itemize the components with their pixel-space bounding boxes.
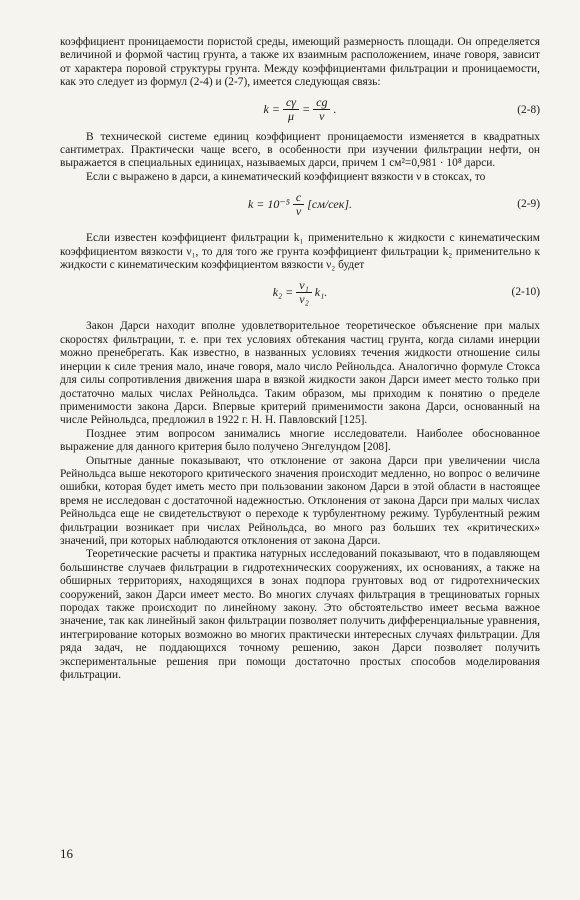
- page-number: 16: [60, 846, 73, 861]
- formula-fraction: [293, 191, 304, 218]
- formula-fraction: [283, 96, 299, 123]
- formula-lhs: k =: [263, 102, 280, 117]
- formula-equals: =: [302, 102, 311, 117]
- formula-2-9: [60, 189, 540, 219]
- paragraph-viscosity: Если известен коэффициент фильтрации k₁ применительно к жидкости с кинематическим коэффициентом вязкости ν₁, то для того же грунта коэффициент фильтрации k₂ применительно к жидкости с кинематическим коэффициентом вязкости ν₂ будет: [60, 232, 540, 272]
- formula-tail: k₁.: [314, 284, 328, 299]
- paragraph-engelund: Позднее этим вопросом занимались многие исследователи. Наиболее обоснованное выражение для данного критерия было получено Энгелундом [208].: [60, 427, 540, 454]
- paragraph-darcy-stokes: Если c выражено в дарси, а кинематический коэффициент вязкости ν в стоксах, то: [86, 170, 486, 183]
- fraction-numerator: ν₁: [296, 279, 312, 293]
- formula-tail: [см/сек].: [307, 196, 353, 211]
- fraction-denominator: ν: [295, 203, 302, 218]
- formula-2-8: [60, 95, 540, 125]
- fraction-numerator: c: [293, 191, 304, 205]
- formula-tail: .: [333, 102, 337, 117]
- fraction-numerator: cγ: [283, 96, 299, 110]
- formula-number: (2-10): [511, 286, 540, 299]
- paragraph-darcy-law-theory: Закон Дарси находит вполне удовлетворительное теоретическое объяснение при малых скоростях фильтрации, т. е. при тех условиях обтекания частиц грунта, когда силами инерции можно пренебрегать. Как известно, в названных условиях течения жидкости отношение силы инерции к силе трения мало, иначе говоря, мало число Рейнольдса. Аналогично формуле Стокса для силы сопротивления движения шара в вязкой жидкости закон Дарси имеет место только при достаточно малых числах Рейнольдса. Таким образом, мы приходим к понятию о пределе применимости закона Дарси. Впервые критерий применимости закона Дарси, основанный на числе Рейнольдса, предложил в 1922 г. Н. Н. Павловский [125].: [60, 320, 540, 427]
- fraction-denominator: μ: [287, 109, 295, 124]
- formula-fraction: [313, 96, 330, 123]
- formula-lhs: k = 10⁻⁵: [247, 196, 290, 211]
- paragraph-permeability: коэффициент проницаемости пористой среды, имеющий размерность площади. Он определяется величиной и формой частиц грунта, а также их взаимным расположением, иначе говоря, зависит от характера поровой структуры грунта. Между коэффициентами фильтрации и проницаемости, как это следует из формул (2-4) и (2-7), имеется следующая связь:: [60, 36, 540, 89]
- fraction-numerator: cg: [313, 96, 330, 110]
- fraction-denominator: ν₂: [299, 291, 309, 306]
- paragraph-units: В технической системе единиц коэффициент проницаемости изменяется в квадратных сантиметрах. Практически чаще всего, в особенности при изучении фильтрации нефти, он выражается в специальных единицах, называемых дарси, причем 1 см²=0,981 · 10⁸ дарси.: [60, 130, 540, 170]
- formula-fraction: [296, 279, 312, 306]
- fraction-denominator: ν: [319, 109, 325, 124]
- formula-2-10: [60, 277, 540, 307]
- formula-number: (2-8): [517, 103, 540, 116]
- paragraph-conclusions: Теоретические расчеты и практика натурных исследований показывают, что в подавляющем большинстве случаев фильтрации в гидротехнических сооружениях, их основаниях, а также на обширных территориях, находящихся в зонах подпора грунтовых вод от гидротехнических сооружений, закон Дарси имеет место. Во многих случаях фильтрация в трещиноватых горных породах также происходит по линейному закону. Это обстоятельство имеет весьма важное значение, так как линейный закон фильтрации позволяет получить дифференциальные уравнения, интегрирование которых возможно во многих практически интересных случаях фильтрации. Для ряда задач, не поддающихся точному решению, закон Дарси позволяет получить экспериментальные решения при помощи достаточно простых способов моделирования фильтрации.: [60, 548, 540, 682]
- formula-lhs: k₂ =: [272, 284, 294, 299]
- formula-number: (2-9): [517, 198, 540, 211]
- paragraph-experimental-data: Опытные данные показывают, что отклонение от закона Дарси при увеличении числа Рейнольдса выше некоторого критического значения происходит медленно, но вопрос о величине ошибки, которая будет иметь место при пользовании законом Дарси в этой области в настоящее время не исследован с достаточной надежностью. Отклонения от закона Дарси при малых числах Рейнольдса еще не свидетельствуют о переходе к турбулентному режиму. Турбулентный режим фильтрации возникает при числах Рейнольдса, во много раз больших тех «критических» значений, при которых наблюдаются отклонения от закона Дарси.: [60, 454, 540, 547]
